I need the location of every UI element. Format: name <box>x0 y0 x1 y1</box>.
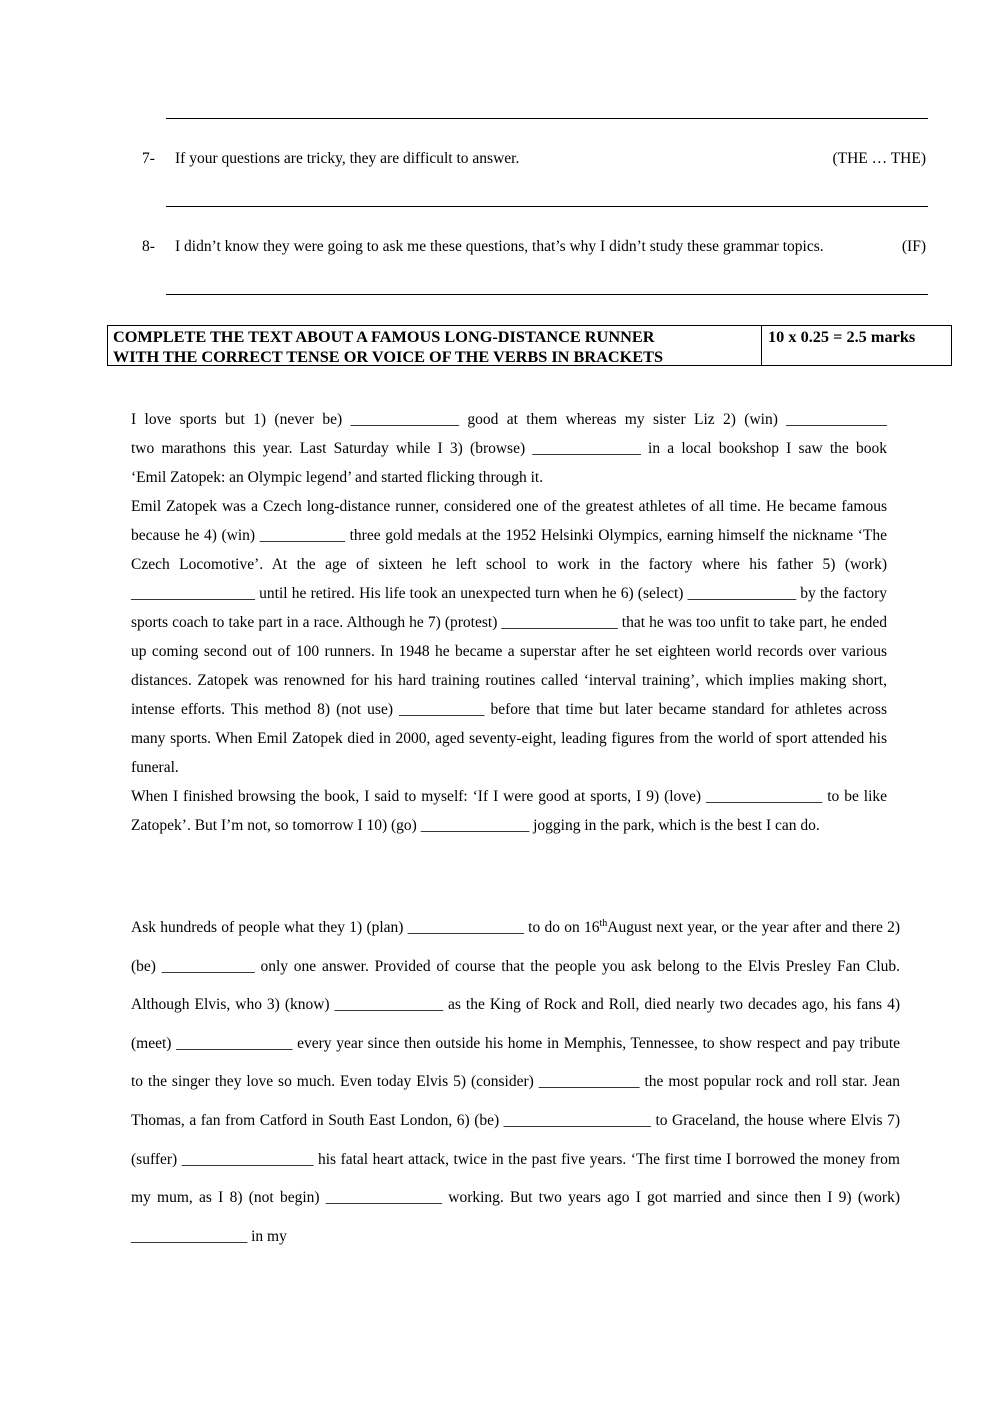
section-title-line-2: WITH THE CORRECT TENSE OR VOICE OF THE VERBS IN BRACKETS <box>113 347 664 366</box>
question-number: 7- <box>142 150 155 167</box>
section-title-line-1: COMPLETE THE TEXT ABOUT A FAMOUS LONG-DISTANCE RUNNER <box>113 327 655 346</box>
text2-superscript: th <box>599 917 608 929</box>
answer-line-6[interactable] <box>166 118 928 119</box>
section-marks: 10 x 0.25 = 2.5 marks <box>768 327 916 346</box>
text2-paragraph <box>131 909 900 1256</box>
text1-line: ‘Emil Zatopek: an Olympic legend’ and started flicking through it. <box>131 469 544 486</box>
section-title <box>108 326 762 365</box>
text1-paragraph-3: When I finished browsing the book, I said to myself: ‘If I were good at sports, I 9) (love) _______________ to be like Zatopek’. But I’m not, so tomorrow I 10) (go) ______________ jogging in the park, which is the best I can do. <box>131 788 887 834</box>
text2-part-b: August next year, or the year after and there 2) (be) ____________ only one answer. Provided of course that the people you ask belong to the Elvis Presley Fan Club. Although Elvis, who 3) (know) ______________ as the King of Rock and Roll, died nearly two decades ago, his fans 4) (meet) _______________ every year since then outside his home in Memphis, Tennessee, to show respect and pay tribute to the singer they love so much. Even today Elvis 5) (consider) _____________ the most popular rock and roll star. Jean Thomas, a fan from Catford in South East London, 6) (be) ___________________ to Graceland, the house where Elvis 7) (suffer) _________________ his fatal heart attack, twice in the past five years. ‘The first time I borrowed the money from my mum, as I 8) (not begin) _______________ working. But two years ago I got married and since then I 9) (work) _______________ in my <box>131 919 900 1245</box>
answer-line-7[interactable] <box>166 206 928 207</box>
question-hint: (THE … THE) <box>832 150 926 167</box>
question-hint: (IF) <box>901 238 926 255</box>
text1-paragraph-1 <box>131 405 887 492</box>
answer-line-8[interactable] <box>166 294 928 295</box>
text2-part-a: Ask hundreds of people what they 1) (plan) _______________ to do on 16 <box>131 919 600 936</box>
section-header-box <box>107 325 952 366</box>
question-number: 8- <box>142 238 155 255</box>
text1-paragraph-2: Emil Zatopek was a Czech long-distance runner, considered one of the greatest athletes of all time. He became famous because he 4) (win) ___________ three gold medals at the 1952 Helsinki Olympics, earning himself the nickname ‘The Czech Locomotive’. At the age of sixteen he left school to work in the factory where his father 5) (work) ________________ until he retired. His life took an unexpected turn when he 6) (select) ______________ by the factory sports coach to take part in a race. Although he 7) (protest) _______________ that he was too unfit to take part, he ended up coming second out of 100 runners. In 1948 he became a superstar after he set eighteen world records over various distances. Zatopek was renowned for his hard training routines called ‘interval training’, which implies making short, intense efforts. This method 8) (not use) ___________ before that time but later became standard for athletes across many sports. When Emil Zatopek died in 2000, aged seventy-eight, leading figures from the world of sport attended his funeral. <box>131 498 887 776</box>
text1-line: I love sports but 1) (never be) ______________ good at them whereas my sister Liz 2) (win) _____________ <box>131 411 887 428</box>
question-text: I didn’t know they were going to ask me these questions, that’s why I didn’t study these grammar topics. <box>175 238 824 255</box>
question-text: If your questions are tricky, they are difficult to answer. <box>175 150 520 167</box>
text1-line: two marathons this year. Last Saturday while I 3) (browse) ______________ in a local bookshop I saw the book <box>131 440 887 457</box>
